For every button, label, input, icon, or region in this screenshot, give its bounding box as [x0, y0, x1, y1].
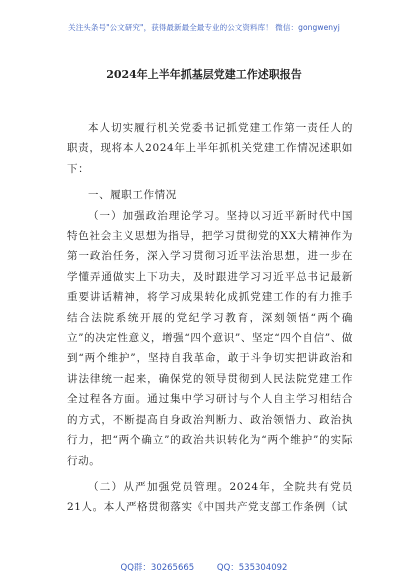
- document-title: 2024年上半年抓基层党建工作述职报告: [106, 68, 302, 81]
- body-paragraph-2: （二）从严加强党员管理。2024年，全院共有党员21人。本人严格贯彻落实《中国共产党支部工作条例（试: [67, 480, 353, 514]
- qq-group-label: QQ群：30265665: [120, 563, 195, 573]
- document-body: [67, 118, 353, 518]
- header-banner: 关注头条号"公文研究"，获得最新最全最专业的公文资料库！ 微信：gongwenyj: [68, 23, 340, 32]
- qq-number-label: QQ：535304092: [216, 563, 288, 573]
- section-heading: 一、履职工作情况: [88, 189, 177, 202]
- body-paragraph-1: （一）加强政治理论学习。坚持以习近平新时代中国特色社会主义思想为指导，把学习贯彻党的XX大精神作为第一政治任务，深入学习贯彻习近平法治思想，进一步在学懂弄通做实上下功夫，及时跟进学习习近平总书记最新重要讲话精神，将学习成果转化成抓党建工作的有力推手结合法院系统开展的党纪学习教育，深刻领悟“两个确立”的决定性意义，增强“四个意识”、坚定“四个自信”、做到“两个维护”，坚持自我革命，敢于斗争切实把讲政治和讲法律统一起来，确保党的领导贯彻到人民法院党建工作全过程各方面。通过集中学习研讨与个人自主学习相结合的方式，不断提高自身政治判断力、政治领悟力、政治执行力，把“两个确立”的政治共识转化为“两个维护”的实际行动。: [67, 209, 353, 467]
- footer-contact: [0, 561, 408, 573]
- intro-paragraph: 本人切实履行机关党委书记抓党建工作第一责任人的职责，现将本人2024年上半年抓机关党建工作情况述职如下：: [67, 122, 353, 175]
